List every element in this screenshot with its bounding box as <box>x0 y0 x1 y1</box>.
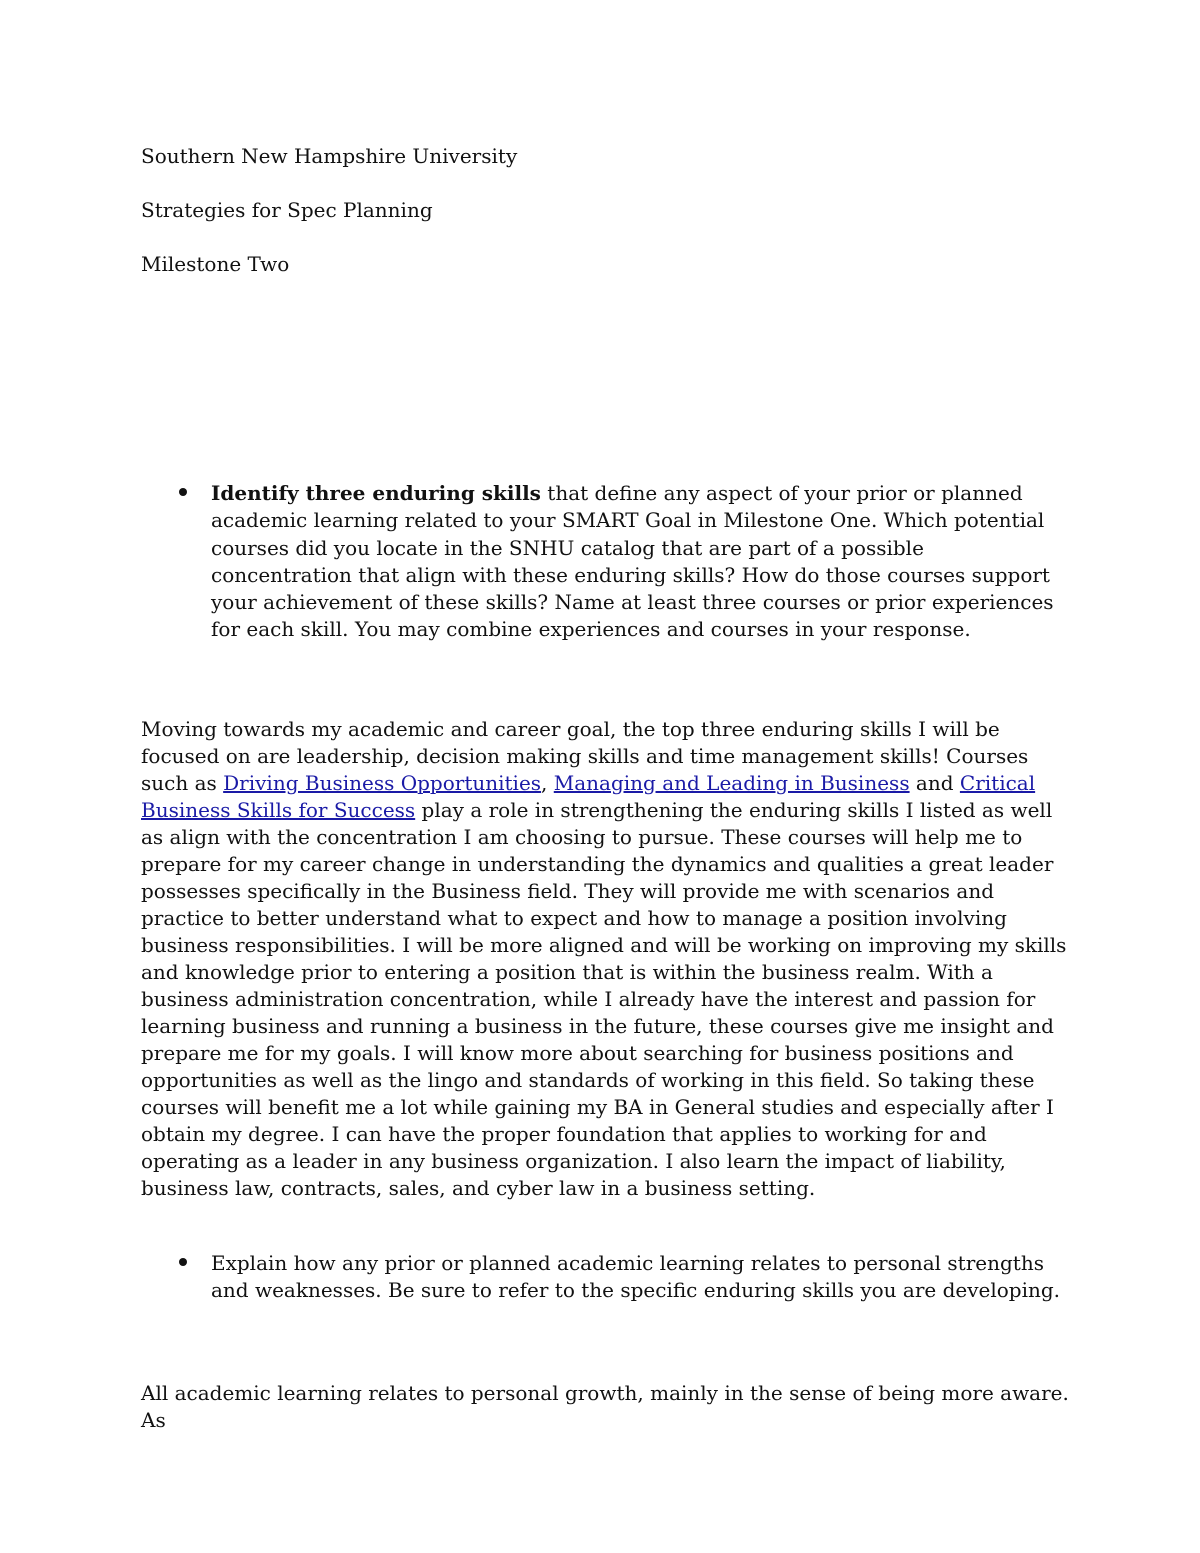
course-link-driving-business[interactable]: Driving Business Opportunities <box>223 771 542 795</box>
response-one-sep1: , <box>541 771 554 795</box>
response-two: All academic learning relates to personal growth, mainly in the sense of being more aware. As <box>141 1381 1069 1432</box>
prompt-two <box>141 1250 1071 1305</box>
prompt-one-text <box>211 480 1071 644</box>
response-one <box>141 716 1071 1202</box>
response-one-intro: Moving towards my academic and career goal, the top three enduring skills I will be focused on are leadership, decision making skills and time management skills! Courses such as <box>141 717 1029 795</box>
milestone-title: Milestone Two <box>141 252 290 276</box>
course-link-critical-skills[interactable]: Critical Business Skills for Success <box>141 771 1036 822</box>
prompt-one <box>141 480 1071 644</box>
prompt-one-rest: that define any aspect of your prior or planned academic learning related to your SMART Goal in Milestone One. Which potential courses did you locate in the SNHU catalog that are part of a possible concentration that align with these enduring skills? How do those courses support your achievement of these skills? Name at least three courses or prior experiences for each skill. You may combine experiences and courses in your response. <box>211 481 1054 642</box>
prompt-one-bold: Identify three enduring skills <box>211 481 541 505</box>
course-title: Strategies for Spec Planning <box>141 198 433 222</box>
response-one-body: play a role in strengthening the enduring skills I listed as well as align with the concentration I am choosing to pursue. These courses will help me to prepare for my career change in understanding the dynamics and qualities a great leader possesses specifically in the Business field. They will provide me with scenarios and practice to better understand what to expect and how to manage a position involving business responsibilities. I will be more aligned and will be working on improving my skills and knowledge prior to entering a position that is within the business realm. With a business administration concentration, while I already have the interest and passion for learning business and running a business in the future, these courses give me insight and prepare me for my goals. I will know more about searching for business positions and opportunities as well as the lingo and standards of working in this field. So taking these courses will benefit me a lot while gaining my BA in General studies and especially after I obtain my degree. I can have the proper foundation that applies to working for and operating as a leader in any business organization. I also learn the impact of liability, business law, contracts, sales, and cyber law in a business setting. <box>141 798 1067 1200</box>
bullet-icon <box>141 480 211 644</box>
bullet-icon <box>141 1250 211 1305</box>
response-one-sep2: and <box>909 771 960 795</box>
university-name: Southern New Hampshire University <box>141 144 518 168</box>
course-link-managing-leading[interactable]: Managing and Leading in Business <box>553 771 910 795</box>
prompt-two-text: Explain how any prior or planned academic learning relates to personal strengths and weaknesses. Be sure to refer to the specific enduring skills you are developing. <box>211 1251 1061 1303</box>
